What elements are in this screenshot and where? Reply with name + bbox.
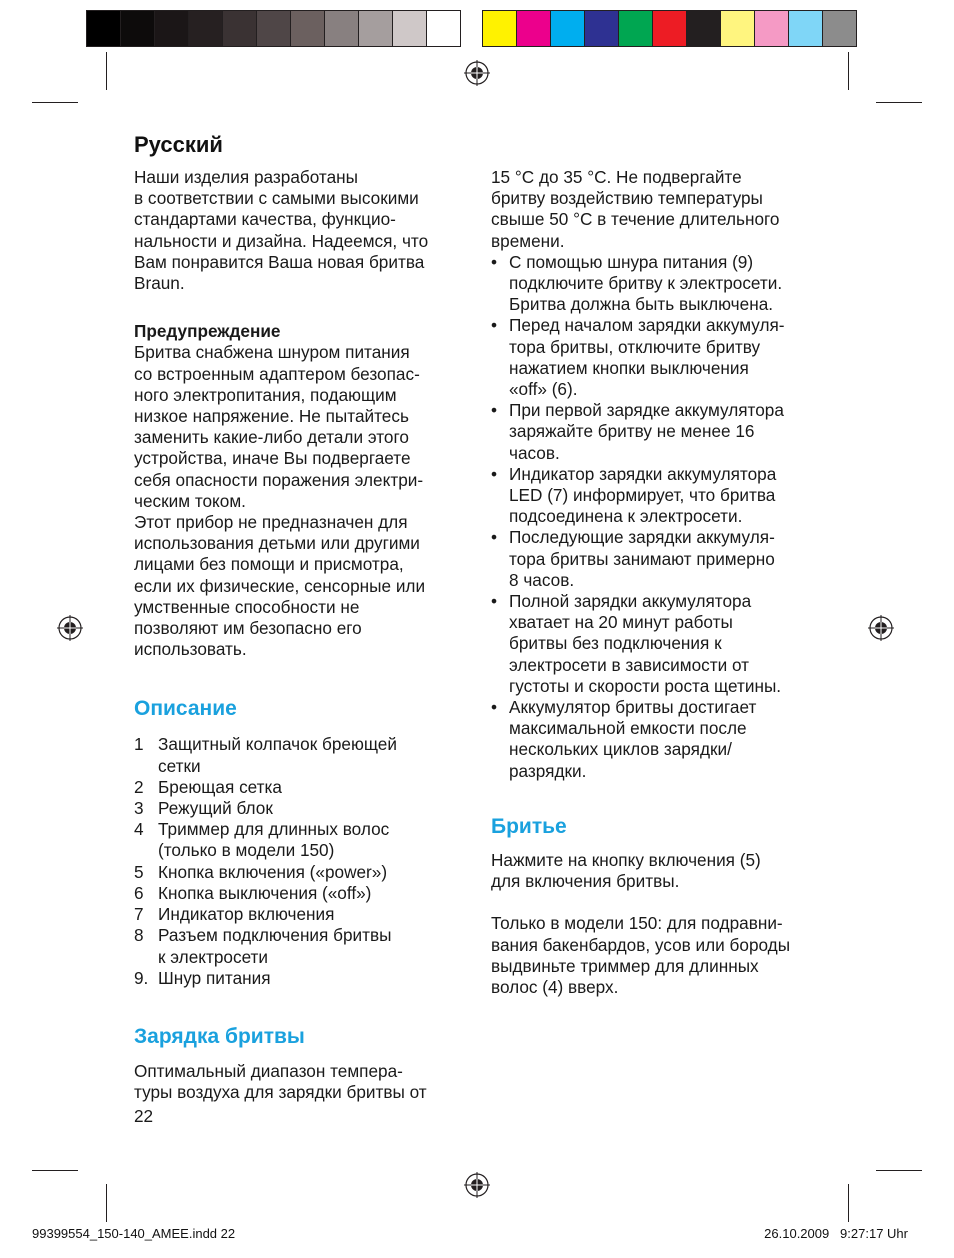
item-number: 1 [134, 734, 144, 755]
item-number: 4 [134, 819, 144, 840]
text-line: устройства, иначе Вы подвергаете [134, 448, 411, 469]
text-line: Полной зарядки аккумулятора [509, 591, 752, 612]
warning-title: Предупреждение [134, 321, 281, 342]
text-line: Нажмите на кнопку включения (5) [491, 849, 761, 870]
text-line: Оптимальный диапазон темпера- [134, 1060, 403, 1081]
charging-bullet-list [491, 252, 831, 782]
right-column [491, 167, 831, 998]
color-swatch [754, 10, 789, 47]
text-line: Разъем подключения бритвы [158, 925, 392, 946]
intro-paragraph [134, 167, 474, 294]
registration-mark-icon [57, 615, 83, 641]
registration-mark-icon [868, 615, 894, 641]
text-line: стандартами качества, функцио- [134, 209, 396, 230]
text-line: 8 часов. [509, 569, 575, 590]
text-line: использования детьми или другими [134, 533, 420, 554]
warning-paragraph [134, 342, 474, 660]
text-line: Индикатор включения [158, 904, 335, 925]
text-line: Последующие зарядки аккумуля- [509, 527, 775, 548]
text-line: бритвы без подключения к [509, 633, 722, 654]
text-line: При первой зарядке аккумулятора [509, 400, 784, 421]
gray-swatch [188, 10, 223, 47]
registration-mark-icon [464, 60, 490, 86]
file-info: 99399554_150-140_AMEE.indd 22 [32, 1226, 236, 1241]
left-column [134, 167, 474, 1103]
text-line: выдвиньте триммер для длинных [491, 955, 759, 976]
description-item [134, 904, 474, 925]
text-line: Режущий блок [158, 798, 273, 819]
charging-heading: Зарядка бритвы [134, 1024, 305, 1048]
color-swatch [584, 10, 619, 47]
description-list [134, 734, 474, 988]
text-line: к электросети [158, 946, 269, 967]
item-number: 8 [134, 925, 144, 946]
text-line: заряжайте бритву не менее 16 [509, 421, 755, 442]
item-number: 6 [134, 882, 144, 903]
text-line: Наши изделия разработаны [134, 167, 358, 187]
text-line: (только в модели 150) [158, 840, 335, 861]
gray-swatch [154, 10, 189, 47]
description-item [134, 862, 474, 883]
text-line: умственные способности не [134, 596, 360, 617]
text-line: заменить какие-либо детали этого [134, 427, 409, 448]
text-line: времени. [491, 230, 565, 251]
text-line: позволяют им безопасно его [134, 618, 362, 639]
text-line: Braun. [134, 273, 185, 294]
item-number: 5 [134, 861, 144, 882]
text-line: волос (4) вверх. [491, 976, 619, 997]
shaving-heading: Бритье [491, 814, 567, 838]
bullet-icon: • [491, 591, 498, 612]
bullet-icon: • [491, 400, 498, 421]
item-number: 2 [134, 776, 144, 797]
process-color-bar [482, 10, 856, 47]
shaving-paragraph [491, 850, 831, 892]
color-swatch [788, 10, 823, 47]
timestamp: 26.10.2009 9:27:17 Uhr [764, 1226, 908, 1241]
text-line: тора бритвы, отключите бритву [509, 336, 761, 357]
registration-mark-icon [464, 1172, 490, 1198]
text-line: Триммер для длинных волос [158, 819, 390, 840]
gray-swatch [426, 10, 461, 47]
page-number: 22 [134, 1106, 154, 1126]
text-line: Защитный колпачок бреющей [158, 734, 397, 755]
text-line: нажатием кнопки выключения [509, 357, 749, 378]
text-line: Бритва снабжена шнуром питания [134, 342, 410, 363]
text-line: электросети в зависимости от [509, 654, 750, 675]
color-swatch [550, 10, 585, 47]
text-line: ческим током. [134, 490, 246, 511]
text-line: для включения бритвы. [491, 871, 680, 892]
text-line: лицами без помощи и присмотра, [134, 554, 404, 575]
bullet-item [491, 400, 831, 464]
bullet-icon: • [491, 463, 498, 484]
text-line: в соответствии с самыми высокими [134, 188, 419, 209]
gray-swatch [86, 10, 121, 47]
charging-continued-paragraph [491, 167, 831, 252]
text-line: Бреющая сетка [158, 776, 282, 797]
text-line: Этот прибор не предназначен для [134, 512, 408, 533]
gray-swatch [324, 10, 359, 47]
gray-swatch [290, 10, 325, 47]
text-line: Кнопка включения («power») [158, 861, 388, 882]
color-swatch [686, 10, 721, 47]
page-title: Русский [134, 132, 223, 157]
text-line: нескольких циклов зарядки/ [509, 739, 732, 760]
gray-swatch [222, 10, 257, 47]
text-line: хватает на 20 минут работы [509, 612, 733, 633]
description-item [134, 925, 474, 967]
bullet-item [491, 591, 831, 697]
item-number: 3 [134, 798, 144, 819]
text-line: подсоединена к электросети. [509, 506, 743, 527]
text-line: использовать. [134, 639, 247, 660]
text-line: Аккумулятор бритвы достигает [509, 697, 757, 718]
gray-swatch [256, 10, 291, 47]
bullet-icon: • [491, 697, 498, 718]
gray-swatch [358, 10, 393, 47]
text-line: свыше 50 °C в течение длительного [491, 209, 780, 230]
text-line: если их физические, сенсорные или [134, 575, 426, 596]
item-number: 7 [134, 904, 144, 925]
text-line: Перед началом зарядки аккумуля- [509, 315, 785, 336]
text-line: туры воздуха для зарядки бритвы от [134, 1082, 427, 1103]
text-line: С помощью шнура питания (9) [509, 251, 754, 272]
bullet-icon: • [491, 251, 498, 272]
text-line: со встроенным адаптером безопас- [134, 363, 420, 384]
text-line: густоты и скорости роста щетины. [509, 675, 782, 696]
bullet-item [491, 464, 831, 528]
text-line: «off» (6). [509, 379, 578, 400]
trimmer-paragraph [491, 913, 831, 998]
description-item [134, 819, 474, 861]
text-line: вания бакенбардов, усов или бороды [491, 934, 791, 955]
bullet-icon: • [491, 315, 498, 336]
text-line: подключите бритву к электросети. [509, 273, 783, 294]
text-line: Шнур питания [158, 967, 271, 988]
text-line: LED (7) информирует, что бритва [509, 485, 776, 506]
color-swatch [652, 10, 687, 47]
bullet-icon: • [491, 527, 498, 548]
charging-intro-paragraph [134, 1061, 474, 1103]
description-item [134, 777, 474, 798]
text-line: бритву воздействию температуры [491, 188, 763, 209]
color-swatch [720, 10, 755, 47]
text-line: низкое напряжение. Не пытайтесь [134, 406, 409, 427]
text-line: Бритва должна быть выключена. [509, 294, 774, 315]
text-line: 15 °C до 35 °C. Не подвергайте [491, 167, 742, 187]
text-line: сетки [158, 755, 201, 776]
gray-color-bar [86, 10, 460, 47]
text-line: Вам понравится Ваша новая бритва [134, 251, 425, 272]
text-line: Индикатор зарядки аккумулятора [509, 463, 777, 484]
text-line: разрядки. [509, 760, 587, 781]
bullet-item [491, 315, 831, 400]
gray-swatch [392, 10, 427, 47]
color-swatch [618, 10, 653, 47]
text-line: себя опасности поражения электри- [134, 469, 424, 490]
text-line: максимальной емкости после [509, 718, 747, 739]
color-swatch [482, 10, 517, 47]
text-line: Кнопка выключения («off») [158, 882, 372, 903]
gray-swatch [120, 10, 155, 47]
bullet-item [491, 527, 831, 591]
description-item [134, 798, 474, 819]
bullet-item [491, 697, 831, 782]
color-swatch [516, 10, 551, 47]
item-number: 9. [134, 967, 149, 988]
description-item [134, 968, 474, 989]
text-line: нальности и дизайна. Надеемся, что [134, 230, 429, 251]
color-swatch [822, 10, 857, 47]
text-line: ного электропитания, подающим [134, 384, 397, 405]
text-line: часов. [509, 442, 560, 463]
text-line: тора бритвы занимают примерно [509, 548, 775, 569]
description-item [134, 734, 474, 776]
description-heading: Описание [134, 697, 237, 721]
bullet-item [491, 252, 831, 316]
text-line: Только в модели 150: для подравни- [491, 913, 783, 934]
description-item [134, 883, 474, 904]
